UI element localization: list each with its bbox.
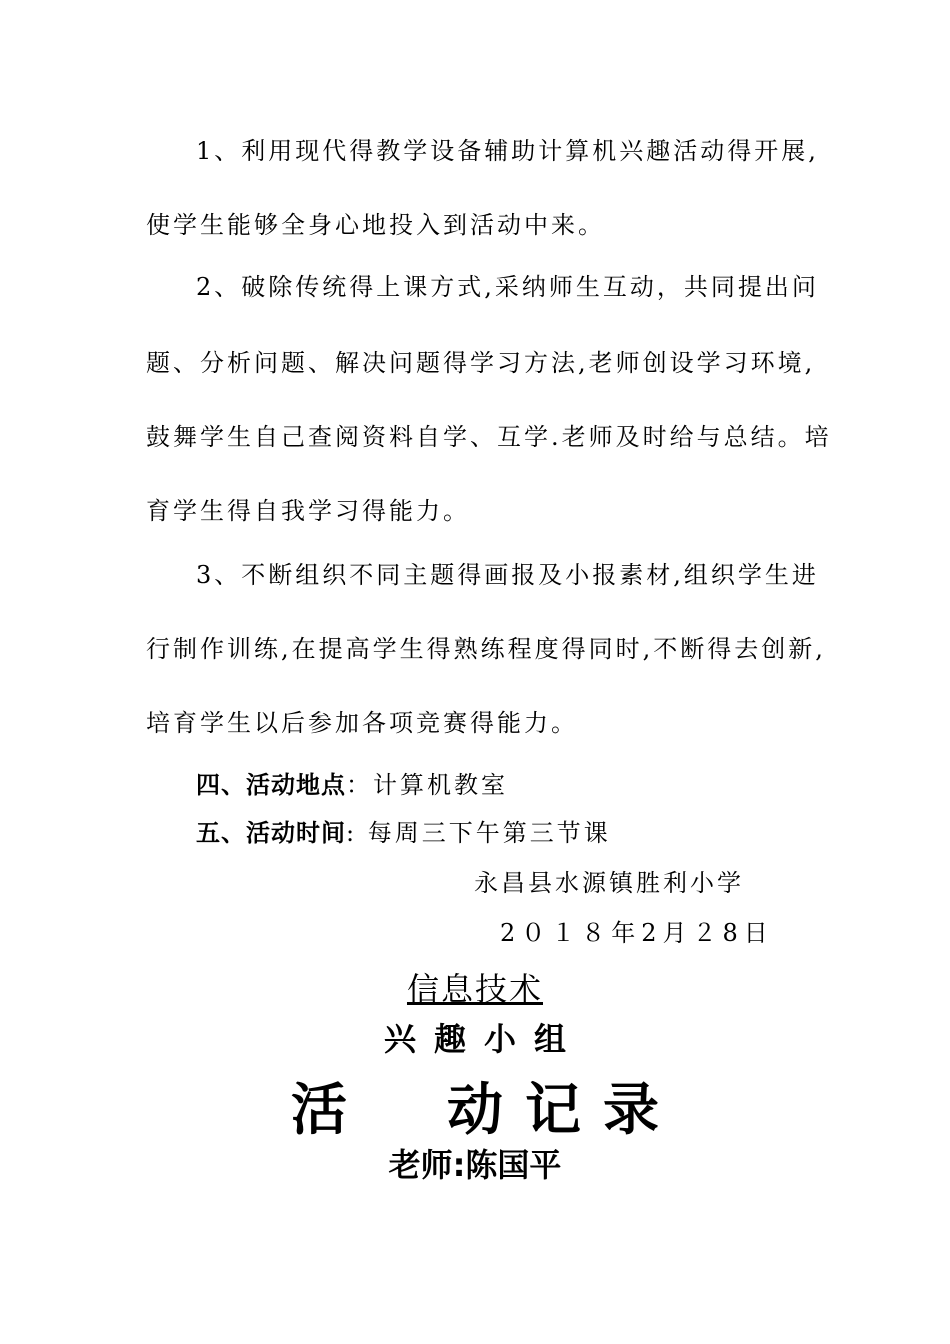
location-label: 四、活动地点 (196, 771, 346, 799)
paragraph-3-line-1: 3、不断组织不同主题得画报及小报素材,组织学生进 (196, 561, 819, 589)
location-value: 计算机教室 (373, 771, 508, 799)
paragraph-2-line-1: 2、破除传统得上课方式,采纳师生互动，共同提出问 (196, 273, 819, 301)
cover-title-line-1: 信息技术 (406, 970, 543, 1008)
cover-title-line-2: 兴趣小组 (383, 1020, 584, 1058)
activity-location (196, 770, 856, 800)
paragraph-2-line-3: 鼓舞学生自己查阅资料自学、互学.老师及时给与总结。培 (146, 423, 832, 451)
time-label: 五、活动时间 (196, 819, 346, 847)
paragraph-3-line-3: 培育学生以后参加各项竞赛得能力。 (146, 709, 578, 737)
paragraph-3-line-2: 行制作训练,在提高学生得熟练程度得同时,不断得去创新, (146, 635, 826, 663)
paragraph-1-line-2: 使学生能够全身心地投入到活动中来。 (146, 211, 605, 239)
school-name: 永昌县水源镇胜利小学 (474, 869, 744, 897)
paragraph-2-line-4: 育学生得自我学习得能力。 (146, 497, 470, 525)
paragraph-2-line-2: 题、分析问题、解决问题得学习方法,老师创设学习环境, (146, 349, 816, 377)
teacher-name: 老师:陈国平 (388, 1146, 562, 1184)
time-separator: : (346, 819, 368, 847)
paragraph-1-line-1: 1、利用现代得教学设备辅助计算机兴趣活动得开展, (196, 137, 819, 165)
signature-date: 2０１８年2月２8日 (500, 919, 774, 947)
cover-title-line-3: 活 动记录 (291, 1077, 681, 1143)
time-value: 每周三下午第三节课 (367, 819, 611, 847)
location-separator: ： (346, 771, 373, 799)
activity-time (196, 818, 856, 848)
